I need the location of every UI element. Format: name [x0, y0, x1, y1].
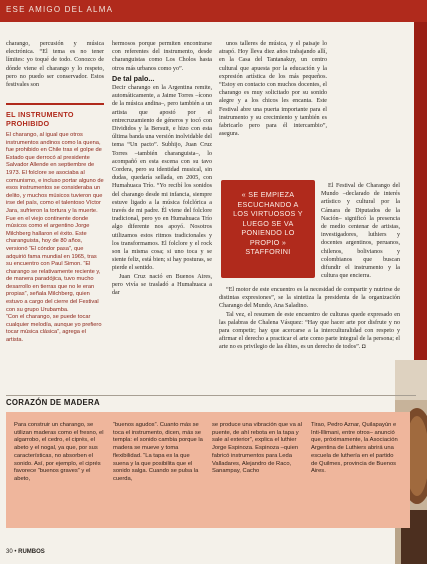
paragraph [219, 311, 400, 352]
end-mark: ◘ [361, 344, 366, 351]
magazine-name: RUMBOS [18, 549, 45, 555]
sidebar-body [6, 132, 104, 345]
paragraph: El Festival de Charango del Mundo –declarado de interés artístico y cultural por la Cámara de Diputados de la Nación– significó la presencia de medio centenar de artistas, investigadores, luthiers y docentes argentinos, peruanos, chilenos, bolivianos y colombianos que buscan difundir el instrumento y la cultura que encierra. [321, 183, 400, 280]
pull-quote-box [221, 180, 315, 278]
column-3-lower [219, 286, 400, 352]
paragraph: Juan Cruz nació en Buenos Aires, pero vivía se trasladó a Humahuaca a dar [112, 273, 212, 297]
box-title: CORAZÓN DE MADERA [6, 398, 100, 407]
paragraph: charango, percusión y música electrónica. “El tema es no tener límites: yo toqué de todo. Conozco de dónde viene el charango y lo respeto, pero no puedo ser conservador. Estos festivales son [6, 41, 104, 89]
column-2 [112, 40, 212, 297]
sidebar-paragraph: El charango, al igual que otros instrumentos andinos como la quena, fue prohibido en Chile tras el golpe de Estado que derrocó al presidente Salvador Allende en septiembre de 1973. El folclore se asociaba al comunismo, e incluso portar alguno de esos instrumentos se consideraba un delito, y muchos músicos tuvieron que irse del país, como el talentoso Víctor Jara, sufrieron la tortura y la muerte. [6, 132, 104, 214]
column-3-wrap [321, 182, 400, 280]
paragraph: unos talleres de música, y el paisaje lo atrapó. Hoy lleva diez años trabajando allí, en la Casa del Tantanakuy, un centro cultural que apuesta por la educación y la expresión artística de los más pequeños. “Estoy en contacto con muchos docentes, el charango es muy solicitado por su sonido alegre y a los chicos les encanta. Este Festival abre una puerta importante para el instrumento y su crecimiento y también es fabricarlo pero para él intercambio”, asegura. [219, 41, 327, 138]
footer-separator: • [14, 549, 17, 555]
info-box [6, 412, 410, 528]
sidebar-title: EL INSTRUMENTO PROHIBIDO [6, 110, 74, 128]
paragraph-text: Tal vez, el resumen de este encuentro de culturas quede expresado en las palabras de Chalena Vásquez: “Hay que hacer arte por disfrute y no para competir; hay que acercarse a la interculturalidad con respeto y afirmar el derecho a practicar el arte como parte integral de la persona; el arte no es privilegio de las élites, es un derecho de todos”. [219, 311, 400, 351]
paragraph: Decir charango en la Argentina remite, automáticamente, a Jaime Torres –ícono de la música andina–, pero también a un artista que apostó por el entrecruzamiento de géneros y tocó con Divididos y la Bersuit, e hizo con esta última banda una versión inolvidable del tema “Un pacto”. Subhijo, Juan Cruz Torres –también charanguista–, lo acompañó en esta escena con su tavo Cordera, pero su identidad musical, sin dudas, quedaría sellada, en 2005, con Humahuaca Trío. “Yo recibí los sonidos del charango desde mi infancia, siempre estuve ligado a la música folclórica a través de mi padre. Él viene del folclore tradicional, pero yo en Humahuaca Trío algo diferente nos apoyó. Nosotros utilizamos estos ritmos tradicionales y los transformamos. El folclore y el rock son la misma cosa; si uno toca y se siente feliz, está bien; si hay posturas, se pierde el sentido. [112, 85, 212, 272]
column-3 [219, 40, 327, 138]
running-header-bar [0, 0, 427, 22]
running-header: ESE AMIGO DEL ALMA [6, 5, 114, 14]
box-column-1: Para construir un charango, se utilizan maderas como el fresno, el algarrobo, el cedro, el ciprés, el abeto y el nogal, ya que, por sus características, no absorben el sonido. Así, por ejemplo, el ciprés favorece “buenos graves” y el abeto, [14, 422, 104, 482]
sidebar-rule [6, 103, 104, 105]
sidebar-paragraph: “Con el charango, se puede tocar cualquier melodía, aunque yo prefiero tocar música clásica”, agrega el artista. [6, 314, 102, 344]
page-number: 30 [6, 549, 13, 555]
subheading: De tal palo... [112, 73, 155, 83]
paragraph: hermosos porque permiten encontrarse con referentes del instrumento, desde charanguistas como Los Cholos hasta otros más urbanos como yo”. [112, 41, 212, 72]
column-1 [6, 40, 104, 89]
sidebar-paragraph: Fue en el viejo continente donde músicos como el argentino Jorge Milchberg hallaron el éxito. Este charanguista, hoy de 80 años, versionó “El cóndor pasa”, que adquirió fama mundial en 1965, tras su encuentro con Paul Simon. “El charango se relativamente reciente y, de manera paradójica, tuvo mucho desarrollo en tierras que no le eran propias”, señala Milchberg, quien estuvo a cargo del cierre del Festival con su grupo Urubamba. [6, 215, 101, 313]
box-column-2: “buenos agudos”. Cuanto más se toca el instrumento, dicen, más se templa: el sonido cambia porque la madera se mueve y toma flexibilidad. “La tapa es la que suena y la que posibilita que el sonido salga. Cuando se pulsa la cuerda, [113, 422, 203, 482]
box-column-3: se produce una vibración que va al puente, de ahí rebota en la tapa y sale al exterior”, explica el luthier Jorge Espinoza. Espinoza –quien fabricó instrumentos para Leda Valladares, Alejandro de Raco, Sanampay, Cacho [212, 422, 302, 475]
pull-quote: « SE EMPIEZA ESCUCHANDO A LOS VIRTUOSOS Y LUEGO SE VA PONIENDO LO PROPIO » STAFFORINI [233, 190, 303, 256]
page-footer [6, 549, 45, 555]
paragraph: “El motor de este encuentro es la necesidad de compartir y nutrirse de distintas expresiones”, se la sintetiza la presidenta de la organización Charango del Mundo, Ana Saladino. [219, 287, 400, 310]
section-rule [6, 395, 416, 396]
box-column-4: Tirao, Pedro Aznar, Quilapayún e Inti-Illimani, entre otros– anunció que, próximamente, la Asociación Argentina de Luthiers abrirá una escuela de luthería en el partido de Quilmes, provincia de Buenos Aires. [311, 422, 398, 475]
